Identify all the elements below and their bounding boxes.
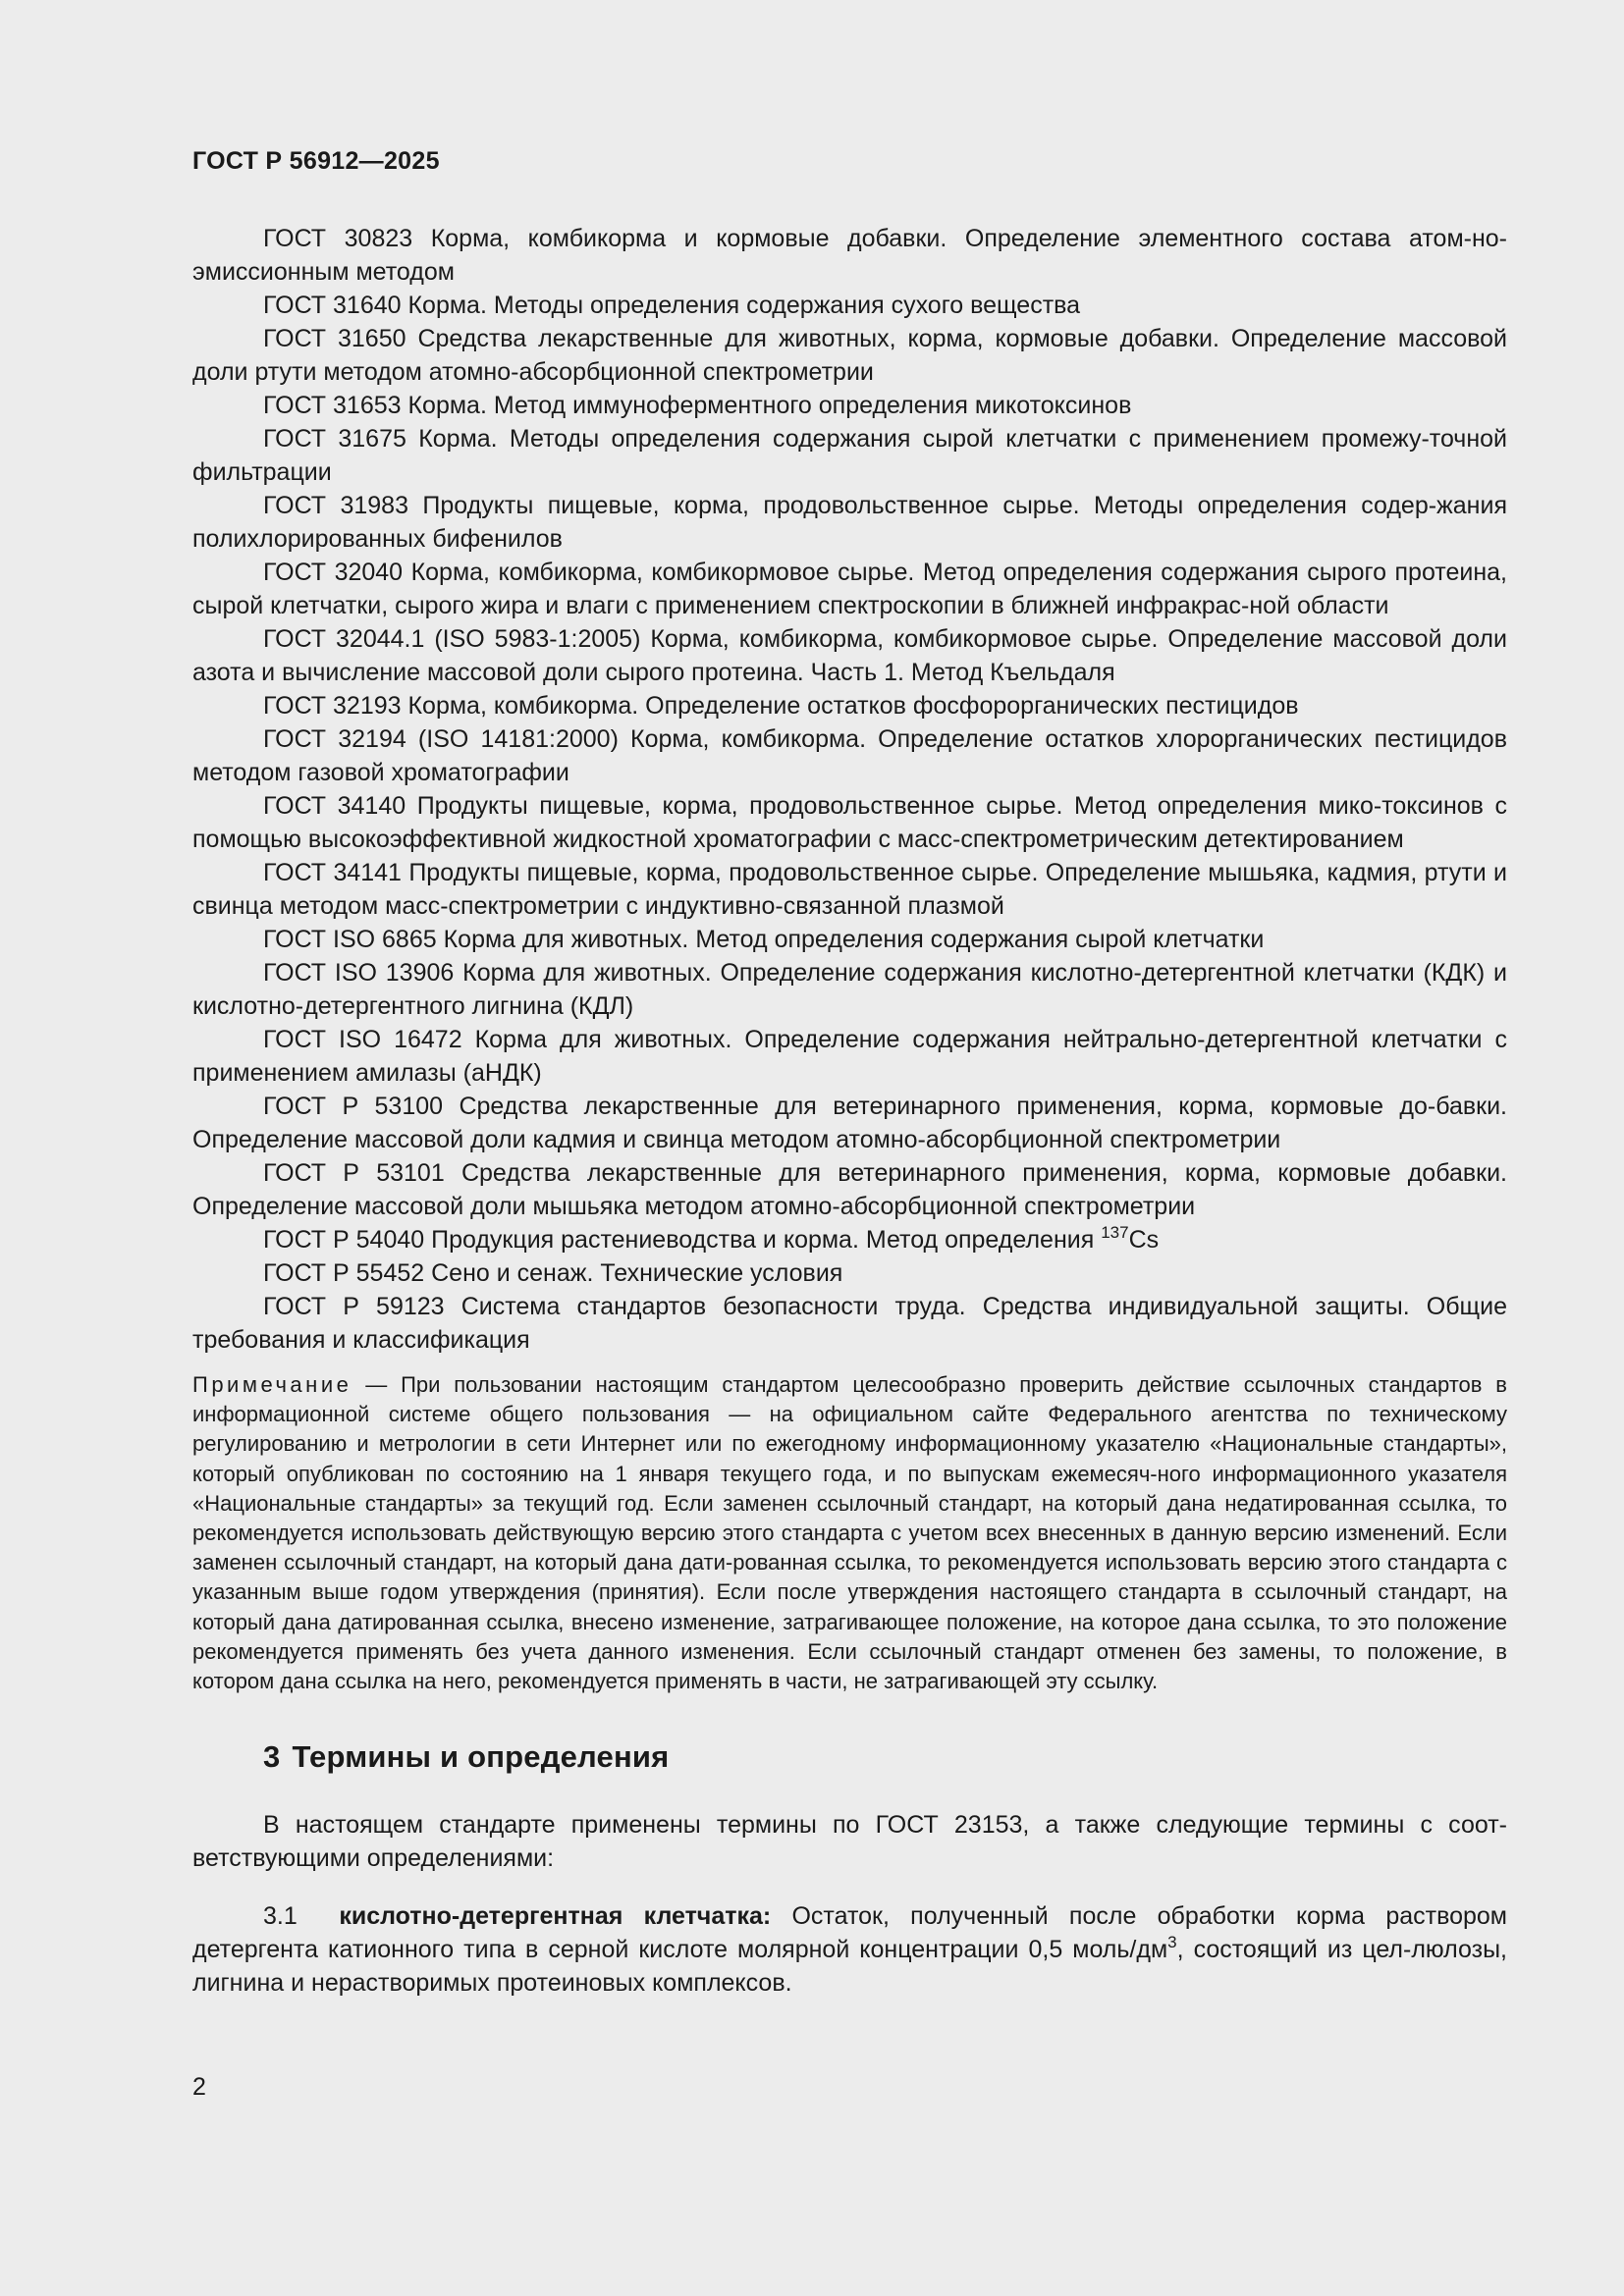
superscript-exponent: 3 — [1167, 1933, 1177, 1952]
reference-item — [192, 422, 1507, 489]
reference-title: Корма. Методы определения содержания сырой клетчатки с применением промежу-точной фильтрации — [192, 425, 1508, 486]
reference-title: Средства лекарственные для ветеринарного применения, корма, кормовые до-бавки. Определение массовой доли кадмия и свинца методом атомно-абсорбционной спектрометрии — [192, 1093, 1507, 1153]
reference-code: ГОСТ 32193 — [263, 692, 402, 720]
reference-item — [192, 389, 1507, 422]
reference-code: ГОСТ 34140 — [263, 792, 406, 820]
reference-code: ГОСТ 31983 — [263, 492, 408, 519]
reference-code: ГОСТ 30823 — [263, 225, 413, 252]
superscript-isotope-mass: 137 — [1101, 1223, 1129, 1242]
reference-item — [192, 1023, 1507, 1090]
section-title: Термины и определения — [292, 1739, 670, 1775]
page-content — [192, 222, 1507, 2000]
reference-code: ГОСТ 31650 — [263, 325, 406, 352]
reference-item — [192, 923, 1507, 956]
reference-code: ГОСТ Р 54040 — [263, 1226, 425, 1254]
term-text: Остаток, полученный после обработки корма раствором детергента катионного типа в серной кислоте молярной концентрации 0,5 моль/дм — [192, 1902, 1507, 1964]
reference-code: ГОСТ ISO 16472 — [263, 1026, 462, 1053]
reference-title: Корма для животных. Определение содержания нейтрально-детергентной клетчатки с применением амилазы (аНДК) — [192, 1026, 1507, 1087]
reference-code: ГОСТ Р 55452 — [263, 1259, 425, 1287]
reference-item — [192, 956, 1507, 1023]
note-text: — При пользовании настоящим стандартом целесообразно проверить действие ссылочных стандартов в информационной системе общего пользования — на официальном сайте Федерального агентства по техническому регулированию и метрологии в сети Интернет или по ежегодному информационному указателю «Национальные стандарты», который опубликован по состоянию на 1 января текущего года, и по выпускам ежемесяч-ного информационного указателя «Национальные стандарты» за текущий год. Если заменен ссылочный стандарт, на который дана недатированная ссылка, то рекомендуется использовать действующую версию этого стандарта с учетом всех внесенных в данную версию изменений. Если заменен ссылочный стандарт, на который дана дати-рованная ссылка, то рекомендуется использовать версию этого стандарта с указанным выше годом утверждения (принятия). Если после утверждения настоящего стандарта в ссылочный стандарт, на который дана датированная ссылка, внесено изменение, затрагивающее положение, на которое дана ссылка, то это положение рекомендуется применять без учета данного изменения. Если ссылочный стандарт отменен без замены, то положение, в котором дана ссылка на него, рекомендуется применять в части, не затрагивающей эту ссылку. — [192, 1372, 1507, 1694]
reference-item — [192, 1223, 1507, 1256]
reference-title: Сено и сенаж. Технические условия — [424, 1259, 843, 1287]
reference-list — [192, 222, 1507, 1357]
reference-item — [192, 1256, 1507, 1290]
reference-item — [192, 689, 1507, 722]
reference-title: Корма. Метод иммуноферментного определения микотоксинов — [401, 392, 1132, 419]
note-block — [192, 1370, 1507, 1696]
reference-item — [192, 222, 1507, 289]
reference-title: Продукты пищевые, корма, продовольственное сырье. Методы определения содер-жания полихлорированных бифенилов — [192, 492, 1507, 553]
reference-title: Средства лекарственные для животных, корма, кормовые добавки. Определение массовой доли ртути методом атомно-абсорбционной спектрометрии — [192, 325, 1507, 386]
section-intro: В настоящем стандарте применены термины по ГОСТ 23153, а также следующие термины с соот-ветствующими определениями: — [192, 1811, 1507, 1873]
reference-code: ГОСТ 31653 — [263, 392, 402, 419]
reference-code: ГОСТ 31675 — [263, 425, 406, 453]
reference-code: ГОСТ 32040 — [263, 559, 404, 586]
term-name: кислотно-детергентная клетчатка: — [339, 1902, 772, 1931]
term-text-continued: , состоящий из цел-люлозы, лигнина и нерастворимых протеиновых комплексов. — [192, 1936, 1507, 1998]
reference-title: Корма, комбикорма, комбикормовое сырье. Метод определения содержания сырого протеина, сырой клетчатки, сырого жира и влаги с применением спектроскопии в ближней инфракрас-ной области — [192, 559, 1507, 619]
term-number: 3.1 — [263, 1902, 298, 1931]
section-number: 3 — [263, 1739, 281, 1775]
reference-title: (ISO 14181:2000) Корма, комбикорма. Определение остатков хлорорганических пестицидов методом газовой хроматографии — [192, 725, 1507, 786]
reference-title: Корма, комбикорма и кормовые добавки. Определение элементного состава атом-но-эмиссионным методом — [192, 225, 1507, 286]
reference-code: ГОСТ ISO 13906 — [263, 959, 455, 987]
reference-code: ГОСТ 32044.1 — [263, 625, 425, 653]
reference-title: Продукция растениеводства и корма. Метод определения — [424, 1226, 1102, 1254]
reference-item — [192, 789, 1507, 856]
reference-item — [192, 489, 1507, 556]
reference-code: ГОСТ ISO 6865 — [263, 926, 437, 953]
reference-title: Продукты пищевые, корма, продовольственное сырье. Определение мышьяка, кадмия, ртути и свинца методом масс-спектрометрии с индуктивно-связанной плазмой — [192, 859, 1507, 920]
reference-item — [192, 289, 1507, 322]
page-number: 2 — [192, 2073, 206, 2101]
reference-title: Система стандартов безопасности труда. Средства индивидуальной защиты. Общие требования и классификация — [192, 1293, 1507, 1354]
reference-item — [192, 556, 1507, 622]
reference-item — [192, 622, 1507, 689]
term-definition — [192, 1899, 1507, 2000]
section-heading — [263, 1739, 1507, 1775]
reference-title: Корма для животных. Определение содержания кислотно-детергентной клетчатки (КДК) и кислотно-детергентного лигнина (КДЛ) — [192, 959, 1507, 1020]
reference-code: ГОСТ 34141 — [263, 859, 402, 886]
reference-code: ГОСТ Р 53100 — [263, 1093, 444, 1120]
reference-item — [192, 856, 1507, 923]
document-header: ГОСТ Р 56912—2025 — [192, 147, 440, 175]
reference-code: ГОСТ Р 59123 — [263, 1293, 445, 1320]
reference-title: Корма, комбикорма. Определение остатков фосфорорганических пестицидов — [401, 692, 1299, 720]
isotope-symbol: Cs — [1128, 1226, 1160, 1254]
reference-item — [192, 1090, 1507, 1156]
reference-code: ГОСТ 32194 — [263, 725, 406, 753]
reference-title: Корма для животных. Метод определения содержания сырой клетчатки — [436, 926, 1265, 953]
reference-item — [192, 1290, 1507, 1357]
reference-title: Средства лекарственные для ветеринарного применения, корма, кормовые добавки. Определение массовой доли мышьяка методом атомно-абсорбционной спектрометрии — [192, 1159, 1507, 1220]
reference-title: (ISO 5983-1:2005) Корма, комбикорма, комбикормовое сырье. Определение массовой доли азота и вычисление массовой доли сырого протеина. Часть 1. Метод Къельдаля — [192, 625, 1507, 686]
reference-item — [192, 1156, 1507, 1223]
reference-title: Корма. Методы определения содержания сухого вещества — [401, 292, 1081, 319]
reference-item — [192, 322, 1507, 389]
reference-title: Продукты пищевые, корма, продовольственное сырье. Метод определения мико-токсинов с помощью высокоэффективной жидкостной хроматографии с масс-спектрометрическим детектированием — [192, 792, 1507, 853]
reference-item — [192, 722, 1507, 789]
reference-code: ГОСТ Р 53101 — [263, 1159, 445, 1187]
note-label: Примечание — [192, 1372, 352, 1397]
reference-code: ГОСТ 31640 — [263, 292, 402, 319]
